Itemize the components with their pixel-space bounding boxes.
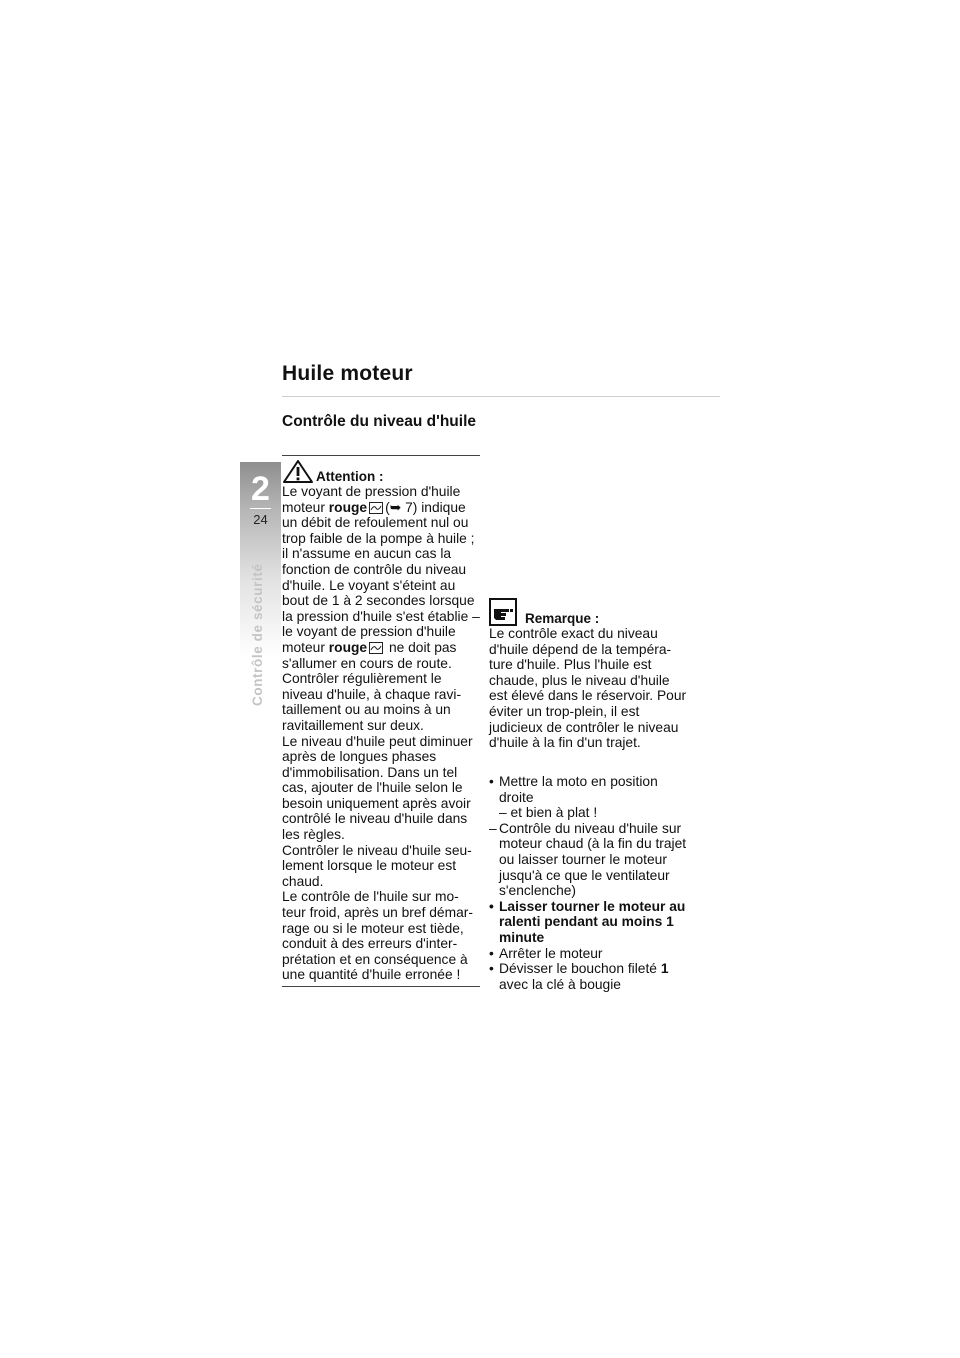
- warning-paragraph-2: Contrôler régulièrement le niveau d'huile, à chaque ravi-taillement ou au moins à un ravitaillement sur deux.: [282, 671, 462, 733]
- list-item: [489, 961, 693, 992]
- warning-text-part: Le voyant de pression d'huile moteur: [282, 484, 461, 515]
- warning-emphasis: rouge: [328, 639, 368, 655]
- warning-box: [282, 455, 480, 987]
- step-text: Mettre la moto en position droite: [499, 774, 658, 805]
- procedure-list: [489, 774, 693, 992]
- bullet-marker: •: [489, 898, 494, 914]
- note-label: Remarque :: [525, 611, 600, 626]
- step-subtext: – et bien à plat !: [499, 805, 598, 821]
- chapter-name: Contrôle de sécurité: [250, 563, 265, 706]
- warning-paragraph-4: Contrôler le niveau d'huile seu-lement lorsque le moteur est chaud.: [282, 842, 472, 889]
- bullet-marker: •: [489, 961, 494, 977]
- step-text: Arrêter le moteur: [499, 945, 603, 961]
- warning-paragraph-5: Le contrôle de l'huile sur mo-teur froid, après un bref démar-rage ou si le moteur est tiède, conduit à des erreurs d'inter-prétation et en conséquence à une quantité d'huile erronée !: [282, 889, 473, 983]
- warning-text: [282, 484, 480, 983]
- dash-marker: –: [489, 820, 497, 836]
- step-text: Contrôle du niveau d'huile sur moteur chaud (à la fin du trajet ou laisser tourner le moteur jusqu'à ce que le ventilateur s'enclenche): [499, 820, 687, 899]
- note-box: [489, 596, 689, 751]
- tab-divider: [250, 508, 271, 509]
- section-title: Contrôle du niveau d'huile: [282, 413, 476, 430]
- oil-pressure-icon: [369, 642, 383, 654]
- page-number: 24: [253, 512, 268, 527]
- step-text: avec la clé à bougie: [499, 976, 621, 992]
- warning-text-part: indique un débit de refoulement nul ou trop faible de la pompe à huile ; il n'assume en aucun cas la fonction de contrôle du niveau d'huile. Le voyant s'éteint au bout de 1 à 2 secondes lorsque la pression d'huile s'est établie – le voyant de pression d'huile moteur: [282, 499, 480, 655]
- warning-emphasis: rouge: [328, 499, 368, 515]
- bullet-marker: •: [489, 774, 494, 789]
- oil-pressure-icon: [369, 502, 383, 514]
- step-text: Dévisser le bouchon fileté: [499, 961, 661, 977]
- step-text: Laisser tourner le moteur au ralenti pendant au moins 1 minute: [499, 898, 686, 945]
- list-item: [489, 821, 693, 899]
- page-title: Huile moteur: [282, 362, 413, 385]
- warning-triangle-icon: [282, 459, 314, 484]
- warning-paragraph-3: Le niveau d'huile peut diminuer après de longues phases d'immobilisation. Dans un tel cas, ajouter de l'huile selon le besoin uniquement après avoir contrôlé le niveau d'huile dans les règles.: [282, 733, 473, 843]
- warning-header: [282, 458, 480, 484]
- list-item: [489, 774, 693, 821]
- warning-paragraph-1: [282, 484, 480, 671]
- bullet-marker: •: [489, 945, 494, 961]
- chapter-number: 2: [251, 470, 270, 508]
- list-item: [489, 899, 693, 946]
- list-item: [489, 946, 693, 962]
- part-number: 1: [660, 961, 669, 977]
- title-divider: [282, 396, 720, 397]
- note-header: [489, 596, 689, 626]
- note-hand-icon: [489, 598, 517, 626]
- page-reference: (➥ 7): [385, 499, 418, 515]
- warning-label: Attention :: [316, 469, 384, 484]
- note-text: Le contrôle exact du niveau d'huile dépend de la tempéra-ture d'huile. Plus l'huile est chaude, plus le niveau d'huile est élevé dans le réservoir. Pour éviter un trop-plein, il est judicieux de contrôler le niveau d'huile à la fin d'un trajet.: [489, 626, 687, 751]
- warning-text-part: ne doit pas s'allumer en cours de route.: [282, 639, 457, 671]
